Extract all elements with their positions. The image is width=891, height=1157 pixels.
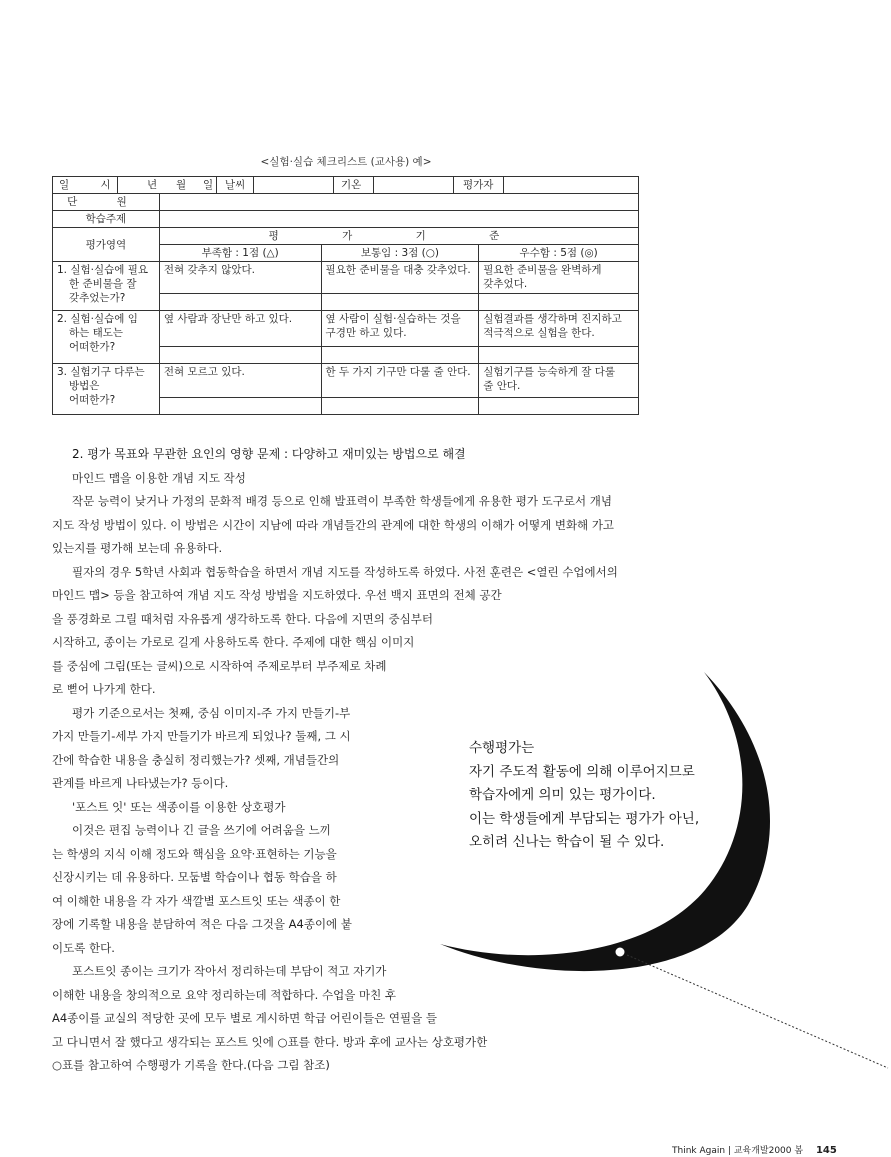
criteria-cell: 전혀 갖추지 않았다. bbox=[159, 262, 321, 294]
paragraph-line: 포스트잇 종이는 크기가 작아서 정리하는데 부담이 적고 자기가 bbox=[72, 964, 387, 978]
paragraph-line: 지도 작성 방법이 있다. 이 방법은 시간이 지남에 따라 개념들간의 관계에 대한 학생의 이해가 어떻게 변화해 가고 bbox=[52, 517, 615, 532]
table-caption: <실험·실습 체크리스트 (교사용) 예> bbox=[260, 156, 432, 168]
area-cell: 2. 실험·실습에 임 하는 태도는 어떠한가? bbox=[53, 311, 160, 364]
area-label: 평가영역 bbox=[53, 228, 160, 262]
paragraph-line: 고 다니면서 잘 했다고 생각되는 포스트 잇에 ○표를 한다. 방과 후에 교사는 상호평가한 bbox=[52, 1034, 488, 1049]
level-header: 우수함 : 5점 (◎) bbox=[479, 245, 639, 262]
paragraph-line: 가지 만들기-세부 가지 만들기가 바르게 되었나? 둘째, 그 시 bbox=[52, 729, 351, 743]
section-heading: 2. 평가 목표와 무관한 요인의 영향 문제 : 다양하고 재미있는 방법으로 해결 bbox=[72, 447, 466, 461]
year-label: 년 bbox=[147, 179, 158, 191]
criteria-cell: 실험결과를 생각하며 진지하고 적극적으로 실험을 한다. bbox=[479, 311, 639, 347]
footer-text: Think Again | 교육개발2000 봄 bbox=[672, 1146, 804, 1156]
callout-quote: 수행평가는 자기 주도적 활동에 의해 이루어지므로 학습자에게 의미 있는 평가이다. 이는 학생들에게 부담되는 평가가 아닌, 오히려 신나는 학습이 될 수 있다. bbox=[469, 740, 700, 850]
paragraph-line: 이해한 내용을 창의적으로 요약 정리하는데 적합하다. 수업을 마친 후 bbox=[52, 987, 396, 1002]
paragraph-line: 작문 능력이 낮거나 가정의 문화적 배경 등으로 인해 발표력이 부족한 학생들에게 유용한 평가 도구로서 개념 bbox=[72, 494, 612, 508]
page-number: 145 bbox=[815, 1145, 837, 1156]
day-label: 일 bbox=[203, 179, 214, 191]
paragraph-line: 신장시키는 데 유용하다. 모둠별 학습이나 협동 학습을 하 bbox=[52, 870, 337, 884]
month-label: 월 bbox=[176, 179, 187, 191]
paragraph-line: 여 이해한 내용을 각 자가 색깔별 포스트잇 또는 색종이 한 bbox=[52, 893, 341, 908]
level-header: 보통임 : 3점 (○) bbox=[321, 245, 479, 262]
topic-label: 학습주제 bbox=[53, 211, 160, 228]
area-cell: 1. 실험·실습에 필요 한 준비물을 잘 갖추었는가? bbox=[53, 262, 160, 311]
criteria-label: 평 가 기 준 bbox=[268, 230, 530, 242]
page-footer bbox=[672, 1143, 837, 1156]
paragraph-line: 로 뻗어 나가게 한다. bbox=[52, 682, 156, 696]
criteria-cell: 필요한 준비물을 대충 갖추었다. bbox=[321, 262, 479, 294]
paragraph-line: 있는지를 평가해 보는데 유용하다. bbox=[52, 541, 223, 555]
criteria-cell: 옆 사람과 장난만 하고 있다. bbox=[159, 311, 321, 347]
subsection-heading: 마인드 맵을 이용한 개념 지도 작성 bbox=[72, 470, 246, 485]
ring-dot bbox=[614, 946, 626, 958]
criteria-cell: 옆 사람이 실험·실습하는 것을 구경만 하고 있다. bbox=[321, 311, 479, 347]
paragraph-line: ○표를 참고하여 수행평가 기록을 한다.(다음 그림 참조) bbox=[52, 1058, 330, 1072]
criteria-cell: 실험기구를 능숙하게 잘 다룰 줄 안다. bbox=[479, 364, 639, 398]
paragraph-line: 평가 기준으로서는 첫째, 중심 이미지-주 가지 만들기-부 bbox=[72, 705, 351, 720]
paragraph-line: 장에 기록할 내용을 분담하여 적은 다음 그것을 A4종이에 붙 bbox=[52, 917, 352, 931]
weather-label: 날씨 bbox=[225, 179, 246, 191]
paragraph-line: 간에 학습한 내용을 충실히 정리했는가? 셋째, 개념들간의 bbox=[52, 752, 340, 767]
temperature-label: 기온 bbox=[341, 179, 362, 191]
subsection-heading: '포스트 잇' 또는 색종이를 이용한 상호평가 bbox=[72, 799, 286, 814]
unit-label: 단 원 bbox=[67, 196, 145, 208]
area-cell: 3. 실험기구 다루는 방법은 어떠한가? bbox=[53, 364, 160, 415]
paragraph-line: 을 풍경화로 그릴 때처럼 자유롭게 생각하도록 한다. 다음에 지면의 중심부터 bbox=[52, 611, 433, 626]
level-header: 부족함 : 1점 (△) bbox=[159, 245, 321, 262]
paragraph-line: 는 학생의 지식 이해 정도와 핵심을 요약·표현하는 기능을 bbox=[52, 846, 337, 861]
paragraph-line: 관계를 바르게 나타냈는가? 등이다. bbox=[52, 776, 229, 790]
date-label: 일 시 bbox=[59, 179, 125, 191]
paragraph-line: A4종이를 교실의 적당한 곳에 모두 별로 게시하면 학급 어린이들은 연필을 들 bbox=[52, 1011, 438, 1025]
paragraph-line: 를 중심에 그림(또는 글씨)으로 시작하여 주제로부터 부주제로 차례 bbox=[52, 658, 387, 673]
dotted-line bbox=[627, 955, 888, 1068]
paragraph-line: 이도록 한다. bbox=[52, 940, 115, 955]
criteria-cell: 필요한 준비물을 완벽하게 갖추었다. bbox=[479, 262, 639, 294]
paragraph-line: 이것은 편집 능력이나 긴 글을 쓰기에 어려움을 느끼 bbox=[72, 823, 331, 837]
paragraph-line: 마인드 맵> 등을 참고하여 개념 지도 작성 방법을 지도하였다. 우선 백지 표면의 전체 공간 bbox=[52, 588, 502, 602]
criteria-cell: 전혀 모르고 있다. bbox=[159, 364, 321, 398]
criteria-cell: 한 두 가지 기구만 다룰 줄 안다. bbox=[321, 364, 479, 398]
paragraph-line: 시작하고, 종이는 가로로 길게 사용하도록 한다. 주제에 대한 핵심 이미지 bbox=[52, 635, 415, 649]
paragraph-line: 필자의 경우 5학년 사회과 협동학습을 하면서 개념 지도를 작성하도록 하였다. 사전 훈련은 <열린 수업에서의 bbox=[72, 564, 618, 579]
evaluator-label: 평가자 bbox=[463, 179, 494, 191]
